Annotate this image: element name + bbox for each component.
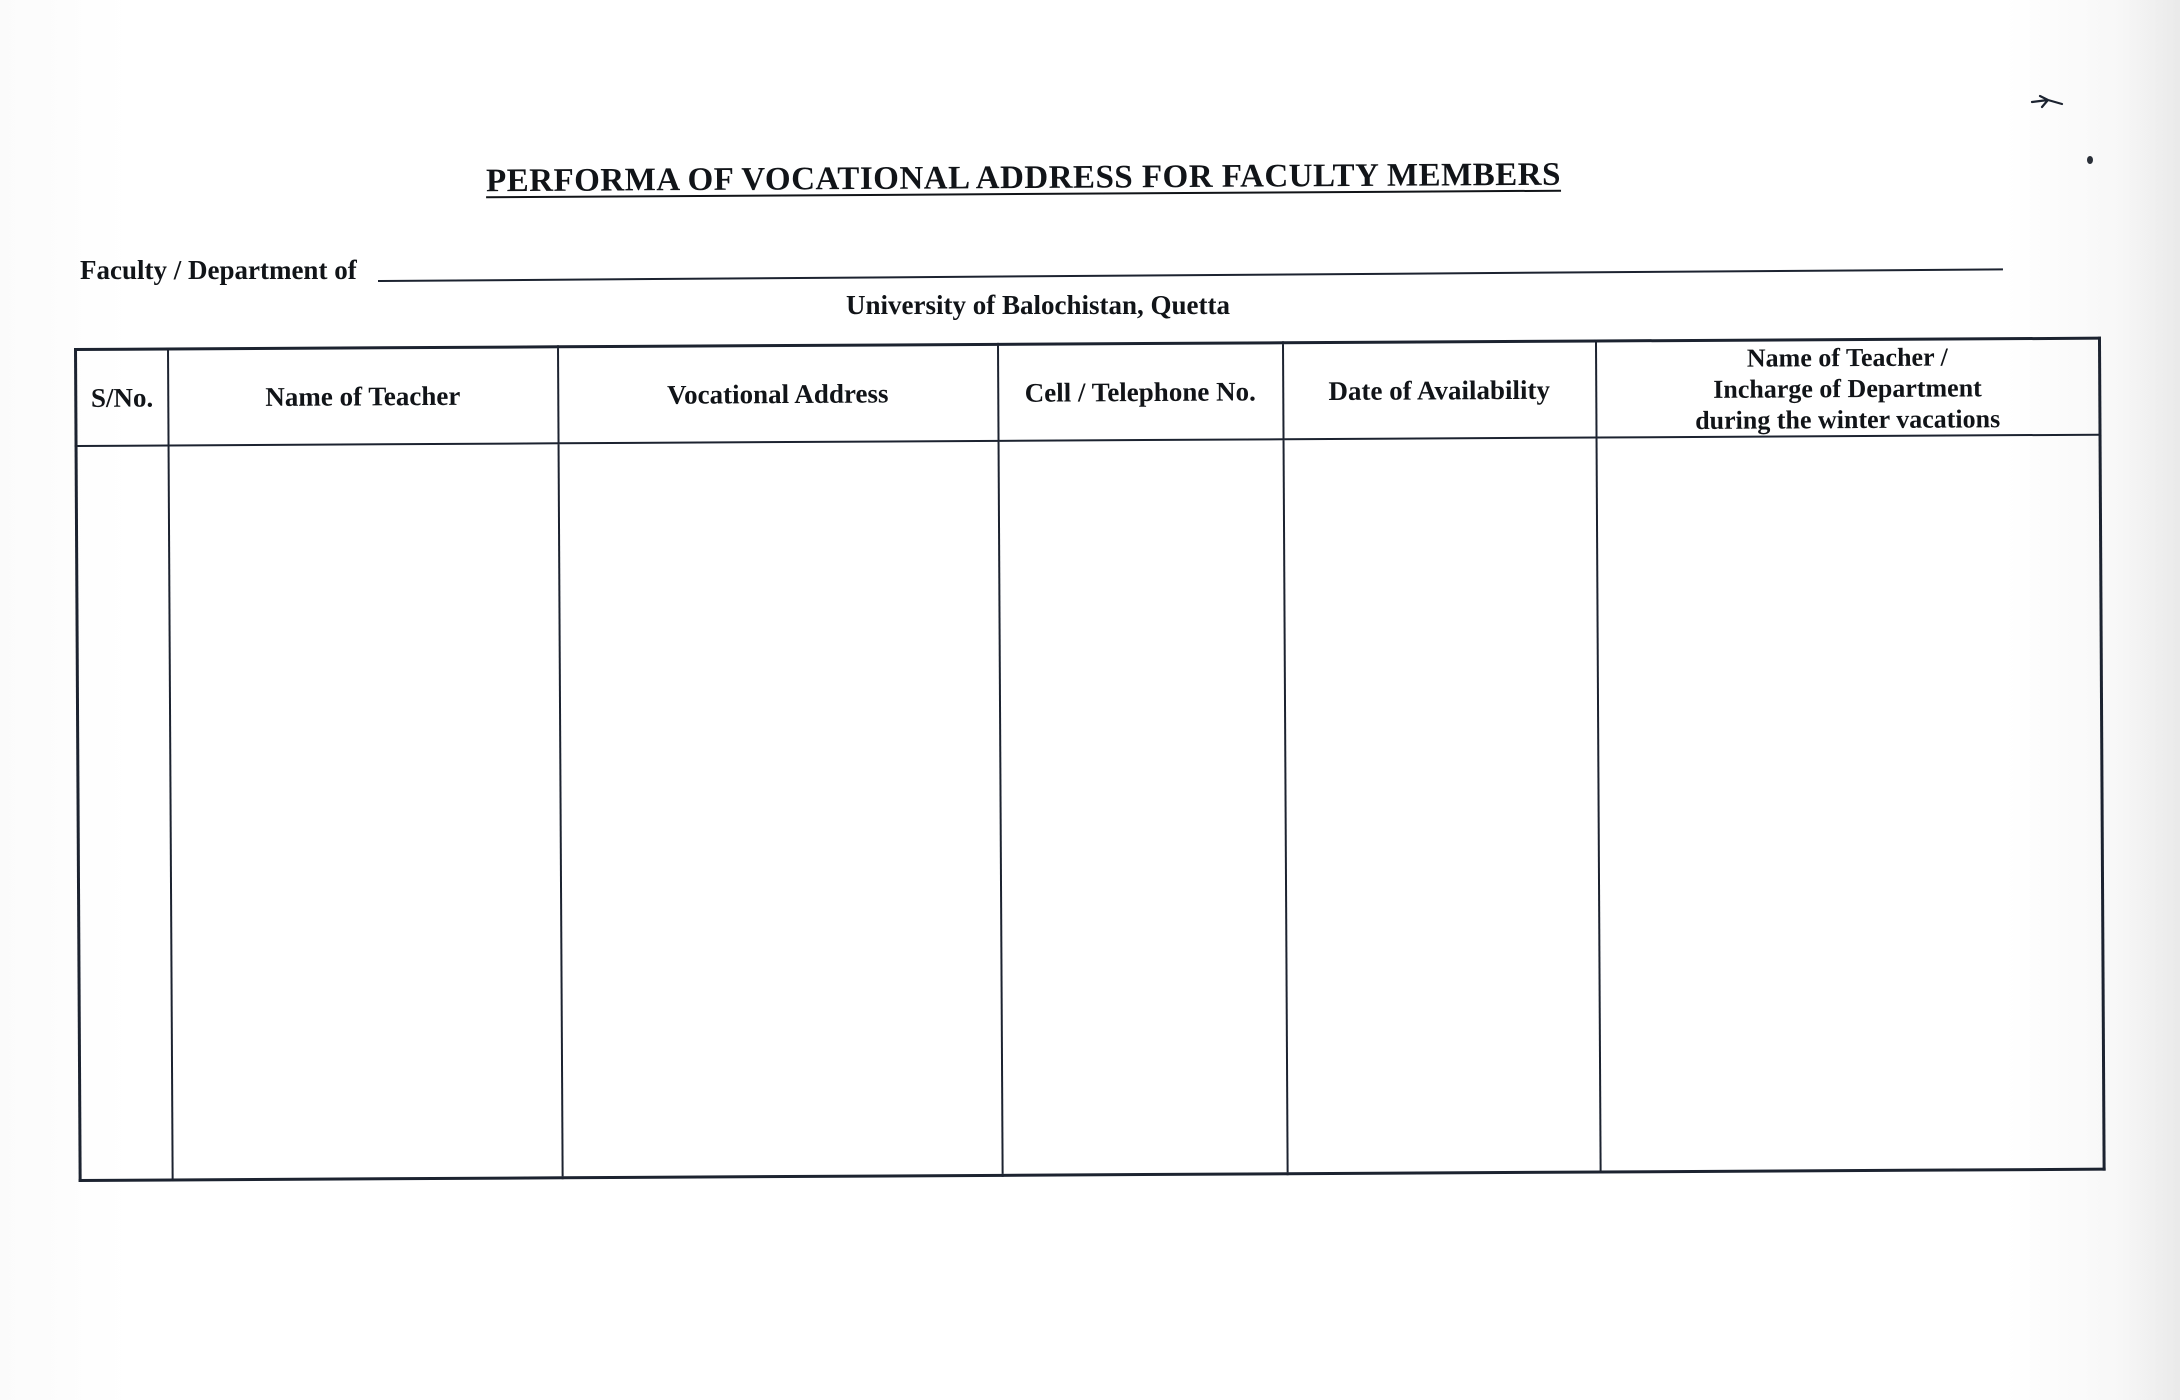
- cell-date-of-availability[interactable]: [1283, 438, 1600, 1174]
- page-edge-shadow: [2120, 0, 2180, 1400]
- ink-dot-icon: [2087, 156, 2093, 164]
- header-incharge-line-3: during the winter vacations: [1695, 403, 2001, 435]
- vocational-address-table: [74, 337, 2106, 1182]
- table-header-row: [76, 338, 2101, 446]
- header-incharge-winter-vacations: [1595, 338, 2100, 437]
- header-incharge-line-2: Incharge of Department: [1713, 372, 1982, 404]
- page-title: PERFORMA OF VOCATIONAL ADDRESS FOR FACULTY MEMBERS: [485, 156, 1562, 200]
- header-name-of-teacher: Name of Teacher: [168, 347, 559, 446]
- header-incharge-line-1: Name of Teacher /: [1746, 342, 1948, 373]
- table-row: [76, 435, 2104, 1181]
- faculty-department-blank-line[interactable]: [378, 268, 2003, 282]
- cell-incharge-winter-vacations[interactable]: [1596, 435, 2104, 1172]
- header-date-of-availability: Date of Availability: [1282, 341, 1596, 439]
- faculty-department-field: [80, 255, 2005, 295]
- cell-name-of-teacher[interactable]: [168, 443, 562, 1180]
- faculty-department-label: Faculty / Department of: [80, 255, 357, 285]
- pen-mark-icon: [2030, 92, 2066, 116]
- vocational-address-table-wrap: [74, 337, 2103, 1182]
- cell-serial-no[interactable]: [76, 445, 172, 1180]
- cell-cell-telephone[interactable]: [998, 439, 1287, 1175]
- cell-vocational-address[interactable]: [558, 441, 1002, 1178]
- university-name: University of Balochistan, Quetta: [846, 290, 1230, 320]
- header-vocational-address: Vocational Address: [558, 344, 999, 443]
- header-serial-no: S/No.: [76, 349, 169, 446]
- header-cell-telephone: Cell / Telephone No.: [997, 343, 1283, 441]
